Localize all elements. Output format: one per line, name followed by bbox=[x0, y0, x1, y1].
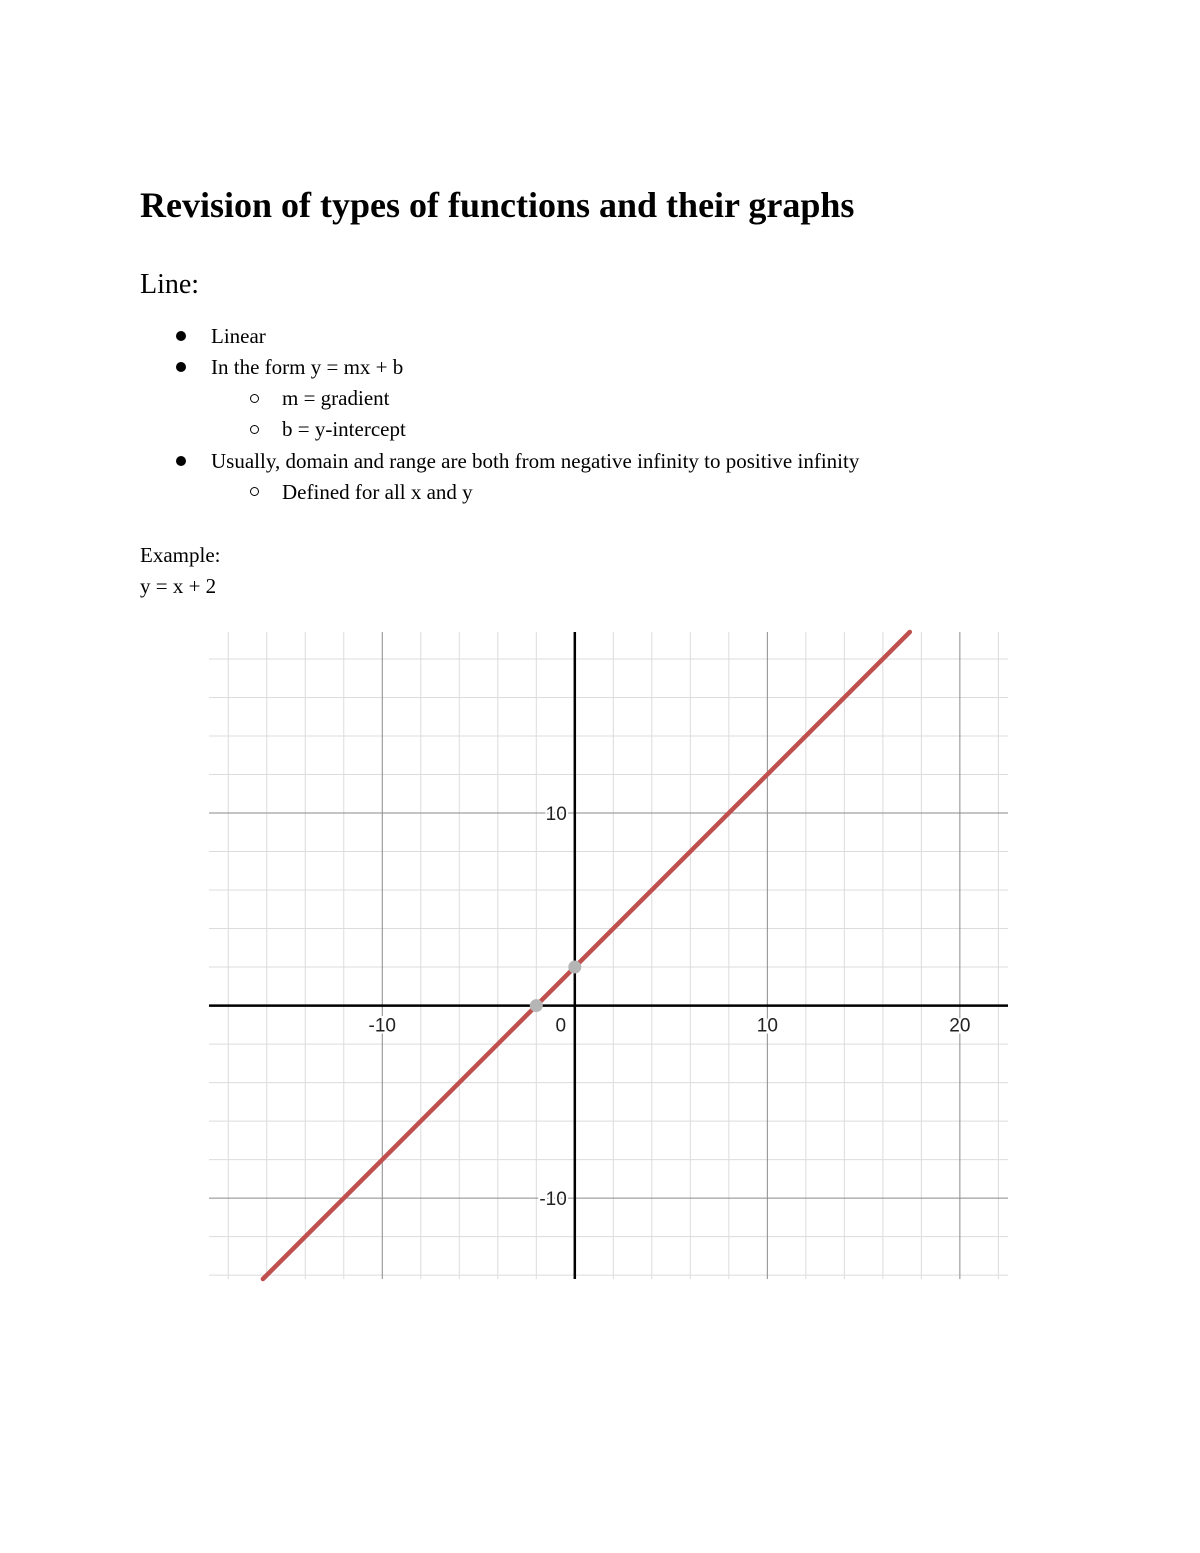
x-tick-label: -10 bbox=[368, 1015, 397, 1037]
x-intercept-point bbox=[530, 999, 543, 1012]
major-grid bbox=[209, 632, 1008, 1279]
example-equation: y = x + 2 bbox=[140, 574, 217, 598]
y-intercept-point bbox=[568, 961, 581, 974]
section-heading-line: Line: bbox=[140, 269, 200, 300]
y-tick-label: -10 bbox=[539, 1189, 567, 1211]
series bbox=[263, 632, 910, 1279]
sub-bullet-item: b = y-intercept bbox=[282, 417, 406, 441]
axes bbox=[209, 632, 1008, 1279]
bullet-item: Usually, domain and range are both from negative infinity to positive infinity bbox=[211, 449, 860, 473]
x-tick-label: 10 bbox=[756, 1015, 778, 1037]
function-line bbox=[263, 632, 910, 1279]
sub-bullet-item: Defined for all x and y bbox=[282, 480, 473, 504]
bullet-item: Linear bbox=[211, 324, 266, 348]
x-tick-label: 0 bbox=[555, 1015, 567, 1037]
x-tick-label: 20 bbox=[949, 1015, 971, 1037]
bullet-item: In the form y = mx + b bbox=[211, 355, 404, 379]
example-label: Example: bbox=[140, 543, 221, 567]
minor-grid bbox=[209, 632, 1008, 1279]
y-tick-label: 10 bbox=[545, 804, 567, 826]
sub-bullet-item: m = gradient bbox=[282, 386, 390, 410]
page-title: Revision of types of functions and their graphs bbox=[140, 185, 855, 225]
